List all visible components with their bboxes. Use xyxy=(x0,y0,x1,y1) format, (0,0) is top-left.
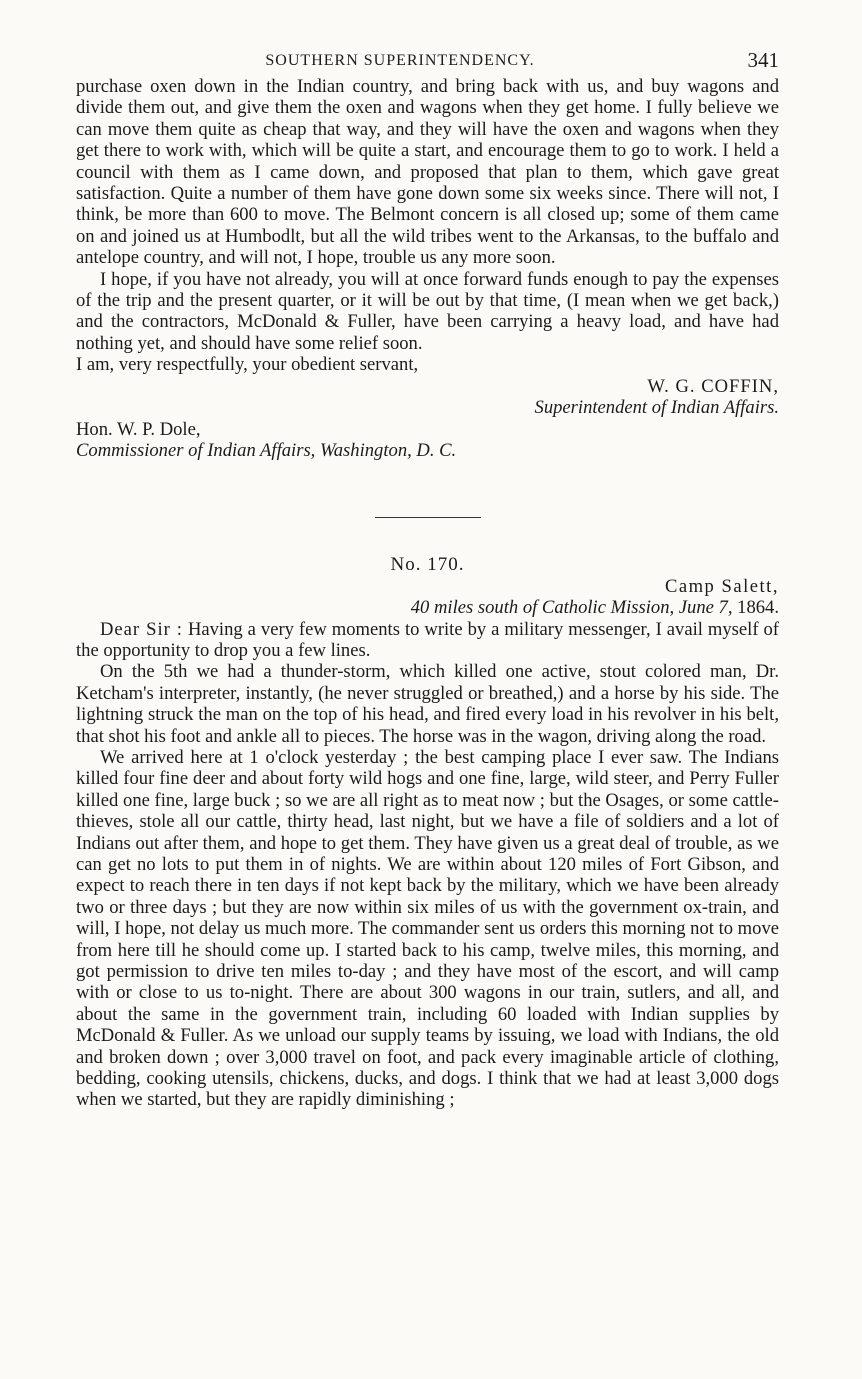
letter2-location xyxy=(76,597,779,618)
letter2-paragraph-1 xyxy=(76,619,779,662)
addressee-title: Commissioner of Indian Affairs, Washington, D. C. xyxy=(76,439,457,461)
section-divider xyxy=(375,517,481,518)
signer-title: Superintendent of Indian Affairs. xyxy=(534,397,779,419)
letter2-paragraph-3: We arrived here at 1 o'clock yesterday ; the best camping place I ever saw. The Indians killed four fine deer and about forty wild hogs and one fine, large, wild steer, and Perry Fuller killed one fine, large buck ; so we are all right as to meat now ; but the Osages, or some cattle-thieves, stole all our cattle, thirty head, last night, but we have a file of soldiers and a lot of Indians out after them, and hope to get them. They have given us a great deal of trouble, as we can get no lots to put them in of nights. We are within about 120 miles of Fort Gibson, and expect to reach there in ten days if not kept back by the military, which we have been already two or three days ; but they are now within six miles of us with the government ox-train, and will, I hope, not delay us much more. The commander sent us orders this morning not to move from here till he should come up. I started back to his camp, twelve miles, this morning, and got permission to drive ten miles to-day ; and they have most of the escort, and will camp with or close to us to-night. There are about 300 wagons in our train, sutlers, and all, and about the same in the government train, including 60 loaded with Indian supplies by McDonald & Fuller. As we unload our supply teams by issuing, we load with Indians, the old and broken down ; over 3,000 travel on foot, and pack every imaginable article of clothing, bedding, cooking utensils, chickens, ducks, and dogs. I think that we had at least 3,000 dogs when we started, but they are rapidly diminishing ; xyxy=(76,746,779,1111)
document-page xyxy=(76,46,779,1111)
addressee-name: Hon. W. P. Dole, xyxy=(76,418,201,440)
letter2-location-text: 40 miles south of Catholic Mission, June 7, xyxy=(410,597,733,619)
signer-name: W. G. COFFIN, xyxy=(647,375,779,397)
page-number: 341 xyxy=(747,48,779,72)
letter1-paragraph-2: I hope, if you have not already, you will at once forward funds enough to pay the expenses of the trip and the present quarter, or it will be out by that time, (I mean when we get back,) and the contractors, McDonald & Fuller, have been carrying a heavy load, and have had nothing yet, and should have some relief soon. xyxy=(76,268,779,354)
letter1-closing: I am, very respectfully, your obedient servant, xyxy=(76,354,419,376)
letter2-place: Camp Salett, xyxy=(664,575,779,597)
running-head: SOUTHERN SUPERINTENDENCY. xyxy=(265,52,535,69)
letter1-paragraph-1: purchase oxen down in the Indian country, and bring back with us, and buy wagons and divide them out, and give them the oxen and wagons when they get home. I fully believe we can move them quite as cheap that way, and they will have the oxen and wagons when they get there to work with, which will be quite a start, and encourage them to go to work. I held a council with them as I came down, and proposed that plan to them, which gave great satisfaction. Quite a number of them have gone down some six weeks since. There will not, I think, be more than 600 to move. The Belmont concern is all closed up; some of them came on and joined us at Humbodlt, but all the wild tribes went to the Arkansas, to the buffalo and antelope country, and will not, I hope, trouble us any more soon. xyxy=(76,76,779,269)
page-body xyxy=(76,76,779,1111)
letter2-first-paragraph-text: Having a very few moments to write by a military messenger, I avail myself of the opportunity to drop you a few lines. xyxy=(76,618,779,661)
salutation: Dear Sir : xyxy=(100,618,183,640)
letter2-paragraph-2: On the 5th we had a thunder-storm, which killed one active, stout colored man, Dr. Ketcham's interpreter, instantly, (he never struggled or breathed,) and a horse by his side. The lightning struck the man on the top of his head, and fired every load in his revolver in his belt, that shot his foot and ankle all to pieces. The horse was in the wagon, driving along the road. xyxy=(76,661,779,747)
document-number: No. 170. xyxy=(390,554,465,576)
page-header xyxy=(76,46,779,76)
letter2-location-year: 1864. xyxy=(737,597,779,619)
